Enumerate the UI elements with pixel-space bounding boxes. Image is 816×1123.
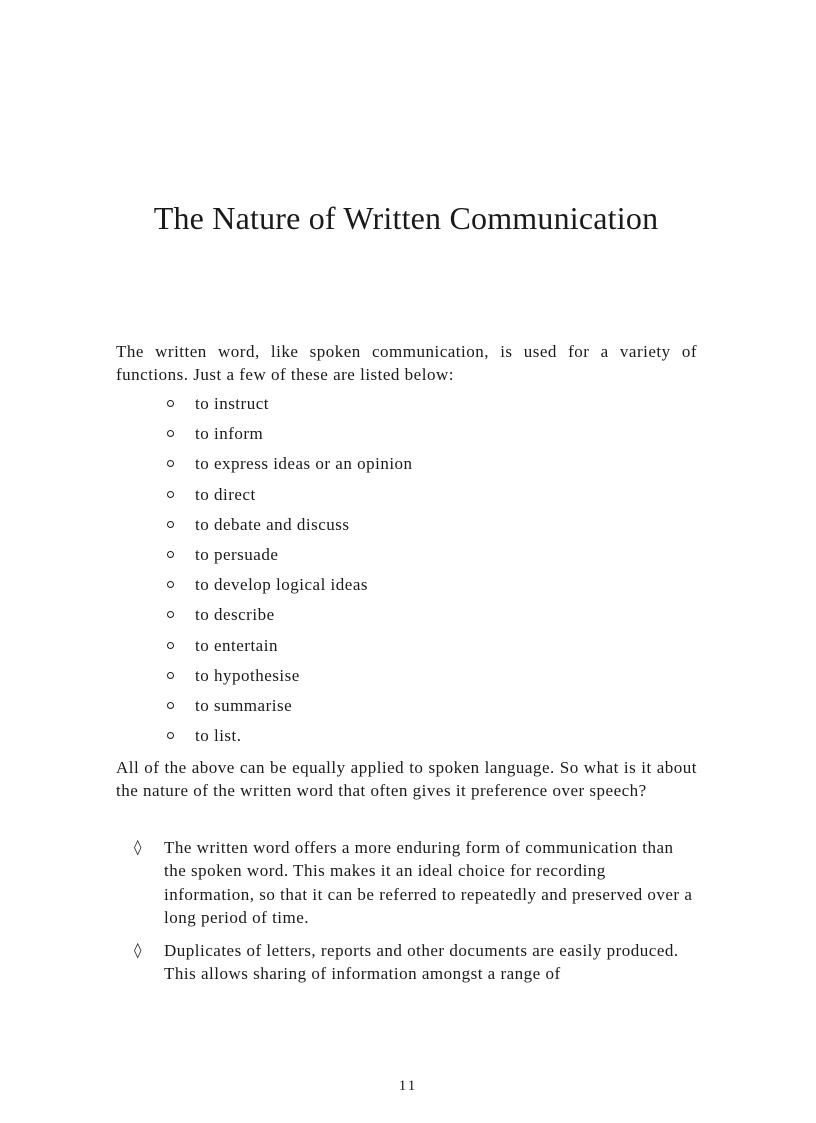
hollow-circle-icon [167,581,174,588]
diamond-outline-icon: ◊ [134,941,142,960]
list-item [166,422,413,452]
page-number: 11 [398,1078,418,1094]
hollow-circle-icon [167,460,174,467]
list-item [166,483,413,513]
hollow-circle-icon [167,702,174,709]
list-item-text: to debate and discuss [195,514,350,534]
list-item [166,543,413,573]
list-item-text: to describe [195,605,275,625]
list-item-text: to hypothesise [195,665,300,685]
intro-paragraph: The written word, like spoken communication, is used for a variety of functions. Just a few of these are listed below: [116,342,697,384]
list-item [166,603,413,633]
list-item-text: to inform [195,424,264,444]
hollow-circle-icon [167,732,174,739]
list-item [166,573,413,603]
hollow-circle-icon [167,672,174,679]
list-item [166,513,413,543]
hollow-circle-icon [167,551,174,558]
list-item [134,836,697,929]
list-item-text: to direct [195,484,256,504]
list-item [166,634,413,664]
list-item-text: to summarise [195,695,293,715]
list-item [166,452,413,482]
list-item [166,392,413,422]
diamond-outline-icon: ◊ [134,838,142,856]
hollow-circle-icon [167,491,174,498]
list-item-text: to express ideas or an opinion [195,454,413,474]
list-item [166,694,413,724]
hollow-circle-icon [167,642,174,649]
chapter-title: The Nature of Written Communication [153,200,659,236]
list-item [166,664,413,694]
advantages-list [134,836,697,996]
hollow-circle-icon [167,521,174,528]
list-item-text: to persuade [195,544,279,564]
list-item [134,939,697,986]
list-item-text: to entertain [195,635,278,655]
list-item-text: to instruct [195,394,269,413]
hollow-circle-icon [167,430,174,437]
list-item-text: to list. [195,726,242,746]
list-item-text: The written word offers a more enduring form of communication than the spoken word. This makes it an ideal choice for recording information, so that it can be referred to repeatedly and preserved over a long period of time. [164,838,693,927]
hollow-circle-icon [167,400,174,407]
list-item-text: Duplicates of letters, reports and other documents are easily produced. This allows sharing of information amongst a range of [164,941,679,984]
list-item-text: to develop logical ideas [195,575,368,595]
functions-list [166,392,413,754]
followup-paragraph: All of the above can be equally applied to spoken language. So what is it about the nature of the written word that often gives it preference over speech? [116,758,697,800]
hollow-circle-icon [167,611,174,618]
list-item [166,724,413,754]
